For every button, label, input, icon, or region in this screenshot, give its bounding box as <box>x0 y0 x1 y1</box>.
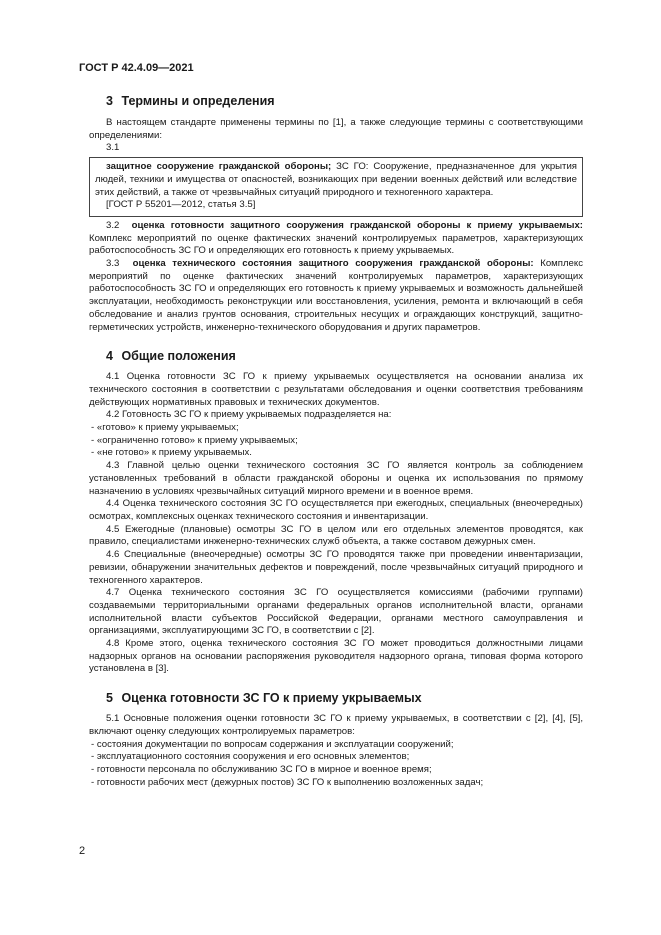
paragraph-4-2: 4.2 Готовность ЗС ГО к приему укрываемых подразделяется на: <box>106 409 392 421</box>
section-number: 5 <box>106 691 113 706</box>
paragraph-4-5: 4.5 Ежегодные (плановые) осмотры ЗС ГО в целом или его отдельных элементов проводятся, как правило, специалистами инженерно-технических служб объекта, а также составом дежурных смен. <box>89 523 583 548</box>
section-number: 4 <box>106 349 113 364</box>
definition-3-3 <box>89 258 583 334</box>
list-item: - «не готово» к приему укрываемых. <box>91 447 252 459</box>
definition-number: 3.3 <box>106 258 120 270</box>
document-body <box>89 94 583 789</box>
definition-3-2 <box>89 220 583 258</box>
paragraph-4-7: 4.7 Оценка технического состояния ЗС ГО осуществляется комиссиями (рабочими группами) создаваемыми территориальными органами федеральных органов исполнительной власти, органами исполнительной власти субъектов Российской Федерации, органами местного самоуправления и организациями, эксплуатирующими ЗС ГО, в соответствии с [2]. <box>89 587 583 637</box>
paragraph-4-3: 4.3 Главной целью оценки технического состояния ЗС ГО является контроль за соблюдением установленных требований в области гражданской обороны и оценка их использования по прямому назначению в условиях чрезвычайных ситуаций мирного времени и в военное время. <box>89 460 583 497</box>
definition-body: Комплекс мероприятий по оценке фактических значений контролируемых параметров, характеризующих работоспособность ЗС ГО и определяющих его готовность к приему укрываемых. <box>89 232 583 257</box>
definition-number: 3.1 <box>106 142 120 154</box>
document-header: ГОСТ Р 42.4.09—2021 <box>79 62 194 74</box>
section-number: 3 <box>106 94 113 108</box>
paragraph-4-6: 4.6 Специальные (внеочередные) осмотры ЗС ГО проводятся также при проведении инвентаризации, ревизии, обнаружении значительных дефектов и повреждений, после чрезвычайных ситуаций природного и техногенного характеров. <box>89 549 583 586</box>
list-item: - эксплуатационного состояния сооружения и его основных элементов; <box>91 751 410 763</box>
definition-body: ЗС ГО: Сооружение, предназначенное для укрытия людей, техники и имущества от опасностей, возникающих при ведении военных действий или вследствие этих действий, а также от чрезвычайных ситуаций природного и техногенного характера. <box>95 161 577 198</box>
paragraph-4-4: 4.4 Оценка технического состояния ЗС ГО осуществляется при ежегодных, специальных (внеочередных) осмотрах, комплексных оценках технического состояния и инвентаризации. <box>89 498 583 522</box>
list-item: - готовности персонала по обслуживанию ЗС ГО в мирное и военное время; <box>91 763 432 775</box>
definition-term: оценка технического состояния защитного сооружения гражданской обороны: <box>132 258 534 270</box>
section-title: Термины и определения <box>121 94 275 108</box>
section-5-heading <box>89 691 583 706</box>
definition-term: защитное сооружение гражданской обороны; <box>106 161 332 173</box>
definition-body: Комплекс мероприятий по оценке фактических значений контролируемых параметров, характеризующих работоспособность ЗС ГО и определяющих его готовность к приему укрываемых и возможность дальнейшей эксплуатации, необходимость реконструкции или восстановления, усиления, ремонта и включающий в себя обследование и анализ грунтов основания, строительных несущих и ограждающих конструкций, защитно-герметических устройств, инженерно-технического оборудования и других параметров. <box>89 258 583 333</box>
paragraph-4-1: 4.1 Оценка готовности ЗС ГО к приему укрываемых осуществляется на основании анализа их технического состояния в соответствии с результатами обследования и оценки соответствия требованиям действующих нормативных правовых и технических документов. <box>89 371 583 408</box>
section-title: Общие положения <box>121 349 236 364</box>
list-item: - «ограниченно готово» к приему укрываемых; <box>91 434 298 446</box>
paragraph-5-1: 5.1 Основные положения оценки готовности ЗС ГО к приему укрываемых, в соответствии с [2], [4], [5], включают оценку следующих контролируемых параметров: <box>89 713 583 737</box>
section-3-heading <box>89 94 583 109</box>
definition-text <box>95 161 577 199</box>
definition-number: 3.2 <box>106 219 120 231</box>
section-4-heading <box>89 349 583 364</box>
section-3-intro: В настоящем стандарте применены термины по [1], а также следующие термины с соответствующими определениями: <box>89 117 583 141</box>
section-title: Оценка готовности ЗС ГО к приему укрываемых <box>121 691 422 706</box>
list-item: - состояния документации по вопросам содержания и эксплуатации сооружений; <box>91 738 454 750</box>
definition-box <box>89 157 583 217</box>
list-item: - готовности рабочих мест (дежурных постов) ЗС ГО к выполнению возложенных задач; <box>91 776 484 788</box>
paragraph-4-8: 4.8 Кроме этого, оценка технического состояния ЗС ГО может проводиться должностными лицами надзорных органов на основании распоряжения руководителя надзорного органа, типовая форма которого установлена в [3]. <box>89 638 583 675</box>
definition-reference: [ГОСТ Р 55201—2012, статья 3.5] <box>106 199 256 211</box>
definition-term: оценка готовности защитного сооружения гражданской обороны к приему укрываемых: <box>131 219 583 231</box>
list-item: - «готово» к приему укрываемых; <box>91 422 239 434</box>
page-number: 2 <box>79 845 86 857</box>
